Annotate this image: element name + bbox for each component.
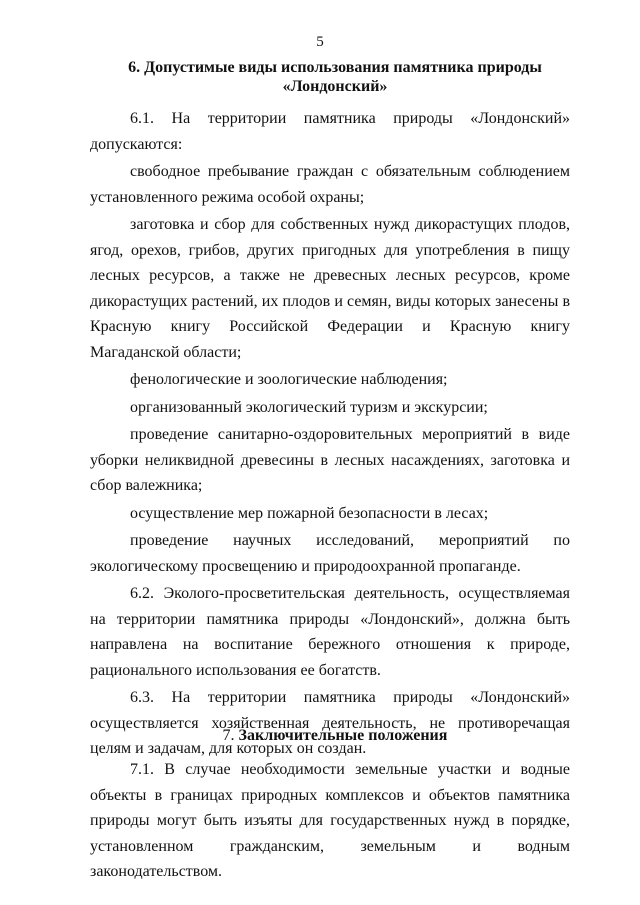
page-number: 5 — [316, 34, 324, 50]
section-7-title: Заключительные положения — [238, 727, 448, 744]
section-6-body — [90, 106, 570, 762]
paragraph-free-stay: свободное пребывание граждан с обязательным соблюдением установленного режима особой охраны; — [90, 163, 570, 206]
paragraph-tourism: организованный экологический туризм и экскурсии; — [130, 398, 488, 416]
paragraph-6-2: 6.2. Эколого-просветительская деятельность, осуществляемая на территории памятника природы «Лондонский», должна быть направлена на воспитание бережного отношения к природе, рационального использования ее богатств. — [90, 585, 570, 679]
section-7-number: 7. — [222, 727, 235, 744]
section-6-heading-line-2: «Лондонский» — [282, 78, 388, 95]
paragraph-research: проведение научных исследований, мероприятий по экологическому просвещению и природоохранной пропаганде. — [90, 532, 570, 575]
paragraph-7-1: 7.1. В случае необходимости земельные участки и водные объекты в границах природных комплексов и объектов памятника природы могут быть изъяты для государственных нужд в порядке, установленном гражданским, земельным и водным законодательством. — [90, 761, 570, 880]
paragraph-fire-safety: осуществление мер пожарной безопасности в лесах; — [130, 504, 489, 522]
section-6-heading-line-1: 6. Допустимые виды использования памятника природы — [128, 59, 542, 76]
paragraph-observations: фенологические и зоологические наблюдения; — [130, 371, 448, 388]
section-7-body — [90, 757, 570, 885]
paragraph-6-1: 6.1. На территории памятника природы «Лондонский» допускаются: — [90, 110, 570, 153]
paragraph-sanitary: проведение санитарно-оздоровительных мероприятий в виде уборки неликвидной древесины в лесных насаждениях, заготовка и сбор валежника; — [90, 426, 570, 494]
section-7-heading — [90, 726, 580, 745]
paragraph-6-3: 6.3. На территории памятника природы «Лондонский» осуществляется хозяйственная деятельность, не противоречащая целям и задачам, для которых он создан. — [90, 689, 570, 757]
section-6-heading — [90, 58, 580, 96]
paragraph-harvesting: заготовка и сбор для собственных нужд дикорастущих плодов, ягод, орехов, грибов, других пригодных для употребления в пищу лесных ресурсов, а также не древесных лесных ресурсов, кроме дикорастущих растений, их плодов и семян, виды которых занесены в Красную книгу Российской Федерации и Красную книгу Магаданской области; — [90, 216, 570, 361]
